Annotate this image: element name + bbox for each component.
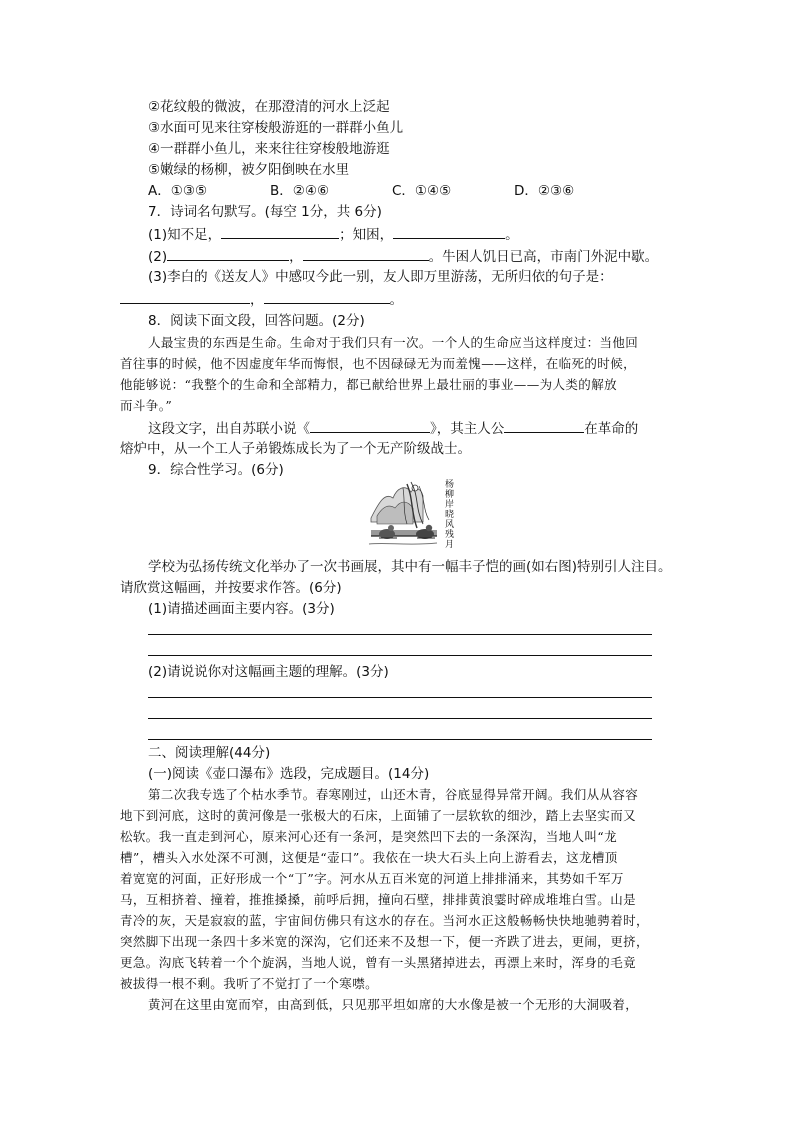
q8-question [148,418,638,439]
q6-item-3: ③水面可见来往穿梭般游逛的一群群小鱼儿 [148,120,404,136]
q7-line-3: (3)李白的《送友人》中感叹今此一别，友人即万里游荡，无所归依的句子是： [148,269,613,285]
q7-l2-c: 。牛困人饥日已高，市南门外泥中歇。 [428,249,659,265]
q7-l1-c: 。 [505,227,519,243]
q7-blank-5[interactable] [120,289,250,304]
q8-quote-line: 首往事的时候，他不因虚度年华而悔恨，也不因碌碌无为而羞愧——这样，在临死的时候， [120,356,637,371]
q9-intro-cont: 请欣赏这幅画，并按要求作答。(6分) [120,580,342,596]
q7-blank-2[interactable] [393,224,505,239]
section-heading: 二、阅读理解(44分) [148,745,271,761]
q6-options [148,181,574,201]
q7-line-1 [148,224,519,245]
answer-line[interactable] [148,634,652,635]
painting-image [367,478,453,554]
passage-line: 槽”，槽头入水处深不可测，这便是“壶口”。我依在一块大石头上向上游看去，这龙槽顶 [120,850,618,865]
q7-blank-3[interactable] [167,246,289,261]
q9-title: 9．综合性学习。(6分) [148,462,284,478]
q6-item-5: ⑤嫩绿的杨柳，被夕阳倒映在水里 [148,162,350,178]
q6-option-b[interactable]: B．②④⑥ [270,183,330,199]
q7-l2-a: (2) [148,249,168,265]
q6-item-4: ④一群群小鱼儿，来来往往穿梭般地游逛 [148,141,390,157]
q6-option-d[interactable]: D．②③⑥ [514,183,575,199]
passage-line: 着宽宽的河面，正好形成一个“丁”字。河水从五百米宽的河道上排排涌来，其势如千军万 [120,871,624,886]
q8-blank-hero[interactable] [504,418,584,433]
q8-quote-line: 而斗争。” [120,398,173,413]
answer-line[interactable] [148,718,652,719]
reading-part-title: (一)阅读《壶口瀑布》选段，完成题目。(14分) [148,766,430,782]
q7-title: 7．诗词名句默写。(每空 1分，共 6分) [148,204,382,220]
q8-ask-c: 在革命的 [584,421,639,437]
passage-line: 青冷的灰，天是寂寂的蓝，宇宙间仿佛只有这水的存在。当河水正这般畅畅快快地驰骋着时， [120,913,649,928]
q7-l1-b: ；知困， [339,227,394,243]
passage-line: 更急。沟底飞转着一个个旋涡，当地人说，曾有一头黑猪掉进去，再漂上来时，浑身的毛竟 [120,955,637,970]
passage-line: 突然脚下出现一条四十多米宽的深沟，它们还来不及想一下，便一齐跌了进去，更闹，更挤， [120,934,649,949]
answer-line[interactable] [148,655,652,656]
q6-option-a[interactable]: A．①③⑤ [148,183,208,199]
q8-question-cont: 熔炉中，从一个工人子弟锻炼成长为了一个无产阶级战士。 [120,441,471,457]
passage-line: 第二次我专选了个枯水季节。春寒刚过，山还木青，谷底显得异常开阔。我们从从容容 [148,787,639,802]
passage-line: 马，互相挤着、撞着，推推搡搡，前呼后拥，撞向石壁，排排黄浪霎时碎成堆堆白雪。山是 [120,892,637,907]
q9-sub-1: (1)请描述画面主要内容。(3分) [148,601,335,617]
q7-blank-1[interactable] [221,224,339,239]
q7-l4-c: 。 [389,292,403,308]
painting-caption: 杨柳岸晓风残月 [445,480,455,550]
q9-intro: 学校为弘扬传统文化举办了一次书画展，其中有一幅丰子恺的画(如右图)特别引人注目。 [148,559,672,575]
q7-line-2 [148,246,658,267]
q8-ask-a: 这段文字，出自苏联小说《 [148,421,310,437]
q7-line-4 [120,289,403,310]
passage-line: 被拔得一根不剩。我听了不觉打了一个寒噤。 [120,976,379,991]
q8-quote-line: 他能够说：“我整个的生命和全部精力，都已献给世界上最壮丽的事业——为人类的解放 [120,377,617,392]
q7-blank-6[interactable] [264,289,390,304]
q7-l4-b: ， [250,292,264,308]
q7-l1-a: (1)知不足， [148,227,222,243]
q6-item-2: ②花纹般的微波，在那澄清的河水上泛起 [148,99,390,115]
q6-option-c[interactable]: C．①④⑤ [392,183,452,199]
q8-ask-b: 》，其主人公 [430,421,505,437]
passage-line: 黄河在这里由宽而窄，由高到低，只见那平坦如席的大水像是被一个无形的大洞吸着， [148,997,639,1012]
q9-sub-2: (2)请说说你对这幅画主题的理解。(3分) [148,664,389,680]
passage-line: 地下到河底，这时的黄河像是一张极大的石床，上面铺了一层软软的细沙，踏上去坚实而又 [120,808,637,823]
passage-line: 松软。我一直走到河心，原来河心还有一条河，是突然凹下去的一条深沟，当地人叫“龙 [120,829,617,844]
q8-blank-novel[interactable] [310,418,430,433]
q8-quote-line: 人最宝贵的东西是生命。生命对于我们只有一次。一个人的生命应当这样度过：当他回 [148,335,639,350]
answer-line[interactable] [148,697,652,698]
q7-blank-4[interactable] [303,246,429,261]
q7-l2-b: ， [289,249,303,265]
answer-line[interactable] [148,739,652,740]
q8-title: 8．阅读下面文段，回答问题。(2分) [148,313,365,329]
